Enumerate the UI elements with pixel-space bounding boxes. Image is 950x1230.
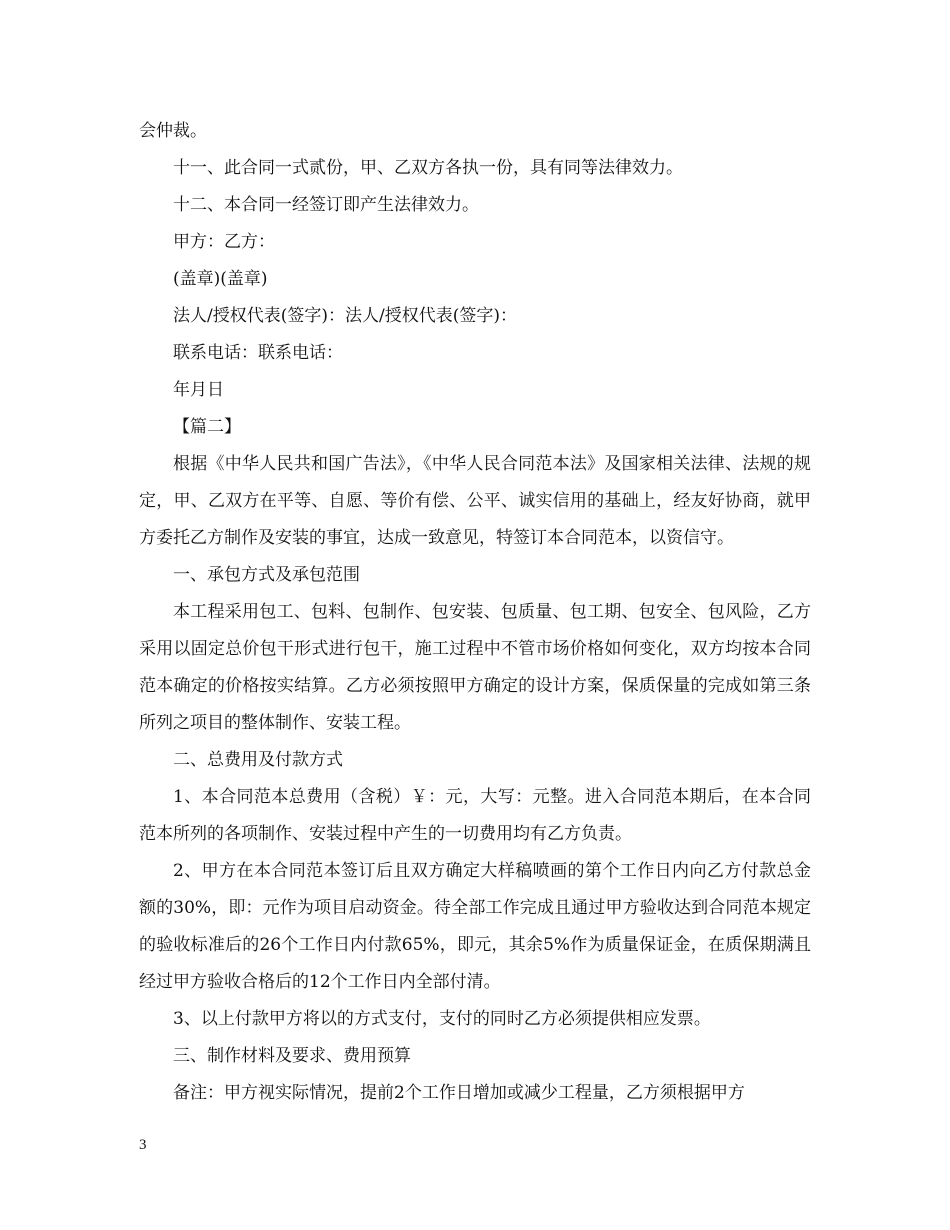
heading-payment-terms: 二、总费用及付款方式: [173, 750, 343, 770]
section-heading-part-two: 【篇二】: [173, 417, 241, 437]
signature-phone-line: 联系电话：联系电话：: [173, 343, 343, 363]
heading-contract-scope: 一、承包方式及承包范围: [173, 565, 360, 585]
signature-date-line: 年月日: [173, 380, 224, 400]
paragraph-payment-method: 3、以上付款甲方将以的方式支付，支付的同时乙方必须提供相应发票。: [173, 1009, 711, 1029]
paragraph-total-cost: 1、本合同范本总费用（含税）￥：元，大写：元整。进入合同范本期后，在本合同范本所列的各项制作、安装过程中产生的一切费用均有乙方负责。: [139, 787, 811, 844]
heading-materials-budget: 三、制作材料及要求、费用预算: [173, 1046, 411, 1066]
paragraph-contract-scope: 本工程采用包工、包料、包制作、包安装、包质量、包工期、包安全、包风险，乙方采用以固定总价包干形式进行包干，施工过程中不管市场价格如何变化，双方均按本合同范本确定的价格按实结算。乙方必须按照甲方确定的设计方案，保质保量的完成如第三条所列之项目的整体制作、安装工程。: [139, 602, 811, 733]
paragraph-clause-eleven: 十一、此合同一式贰份，甲、乙双方各执一份，具有同等法律效力。: [173, 158, 683, 178]
signature-seal-line: (盖章)(盖章): [173, 269, 268, 289]
signature-parties-line: 甲方：乙方：: [173, 232, 275, 252]
page-number: 3: [139, 1137, 147, 1153]
paragraph-clause-twelve: 十二、本合同一经签订即产生法律效力。: [173, 195, 479, 215]
document-body: [139, 113, 811, 1112]
paragraph-arbitration-end: 会仲裁。: [139, 121, 207, 141]
paragraph-preamble: 根据《中华人民共和国广告法》，《中华人民合同范本法》及国家相关法律、法规的规定，甲、乙双方在平等、自愿、等价有偿、公平、诚实信用的基础上，经友好协商，就甲方委托乙方制作及安装的事宜，达成一致意见，特签订本合同范本，以资信守。: [139, 454, 811, 548]
paragraph-payment-schedule: 2、甲方在本合同范本签订后且双方确定大样稿喷画的第个工作日内向乙方付款总金额的30%，即：元作为项目启动资金。待全部工作完成且通过甲方验收达到合同范本规定的验收标准后的26个工作日内付款65%，即元，其余5%作为质量保证金，在质保期满且经过甲方验收合格后的12个工作日内全部付清。: [139, 861, 811, 992]
paragraph-remarks: 备注：甲方视实际情况，提前2个工作日增加或减少工程量，乙方须根据甲方: [173, 1083, 745, 1103]
signature-representative-line: 法人/授权代表(签字)：法人/授权代表(签字)：: [173, 306, 517, 326]
